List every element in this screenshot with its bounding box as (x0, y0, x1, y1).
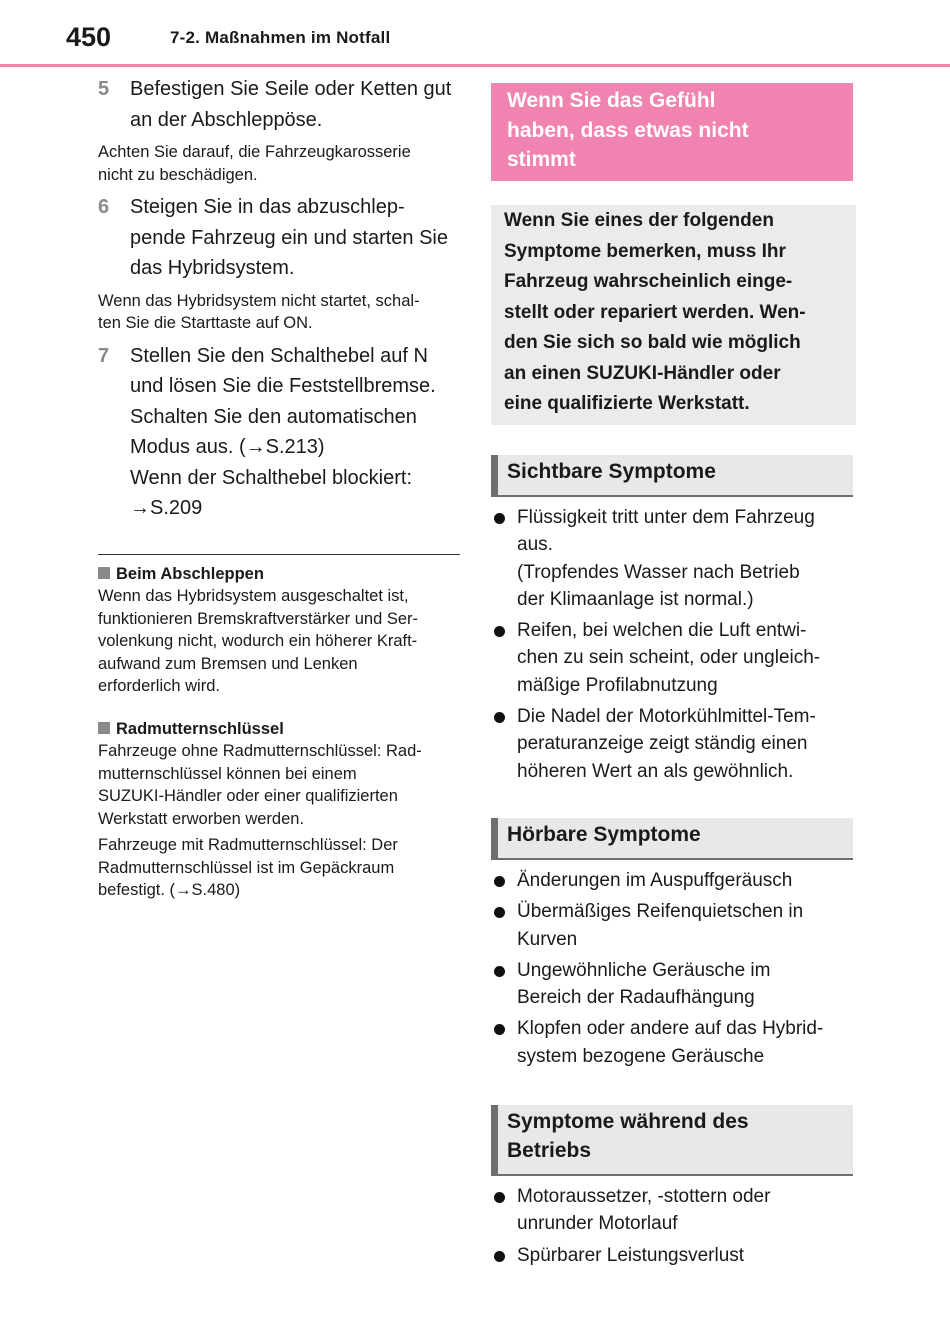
list-item: Ungewöhnliche Geräusche im Bereich der Radaufhängung (491, 957, 861, 1012)
subheading-text: Sichtbare Symptome (507, 460, 716, 483)
list-item: Änderungen im Auspuffgeräusch (491, 867, 861, 894)
subheading-text: Symptome während des (507, 1110, 749, 1133)
note-line: ten Sie die Starttaste auf ON. (98, 314, 313, 332)
info-heading (98, 563, 460, 586)
subheading-text: Betriebs (507, 1139, 592, 1162)
info-heading-text: Beim Abschleppen (116, 564, 264, 583)
para-line: aufwand zum Bremsen und Lenken (98, 654, 358, 673)
step-line: Wenn der Schalthebel blockiert: (130, 466, 413, 489)
step-line: Befestigen Sie Seile oder Ketten gut (130, 78, 452, 100)
subheading-text: Hörbare Symptome (507, 823, 701, 846)
title-line: haben, dass etwas nicht (507, 118, 749, 142)
list-item: Motoraussetzer, -stottern oder unrunder Motorlauf (491, 1183, 861, 1238)
topic-title (507, 86, 837, 175)
section-title: 7-2. Maßnahmen im Notfall (170, 28, 391, 47)
note (98, 141, 460, 186)
para-line: funktionieren Bremskraftverstärker und Ser- (98, 609, 419, 628)
square-bullet-icon (98, 567, 110, 579)
intro-line: eine qualifizierte Werkstatt. (504, 393, 750, 414)
bullet-icon (494, 712, 505, 723)
step-5 (98, 74, 460, 135)
para-line: Fahrzeuge ohne Radmutternschlüssel: Rad- (98, 742, 422, 760)
visible-symptoms-list (491, 504, 861, 789)
list-item: Übermäßiges Reifenquietschen in Kurven (491, 898, 861, 953)
bullet-icon (494, 966, 505, 977)
para-line: mutternschlüssel können bei einem (98, 764, 357, 783)
list-item: Spürbarer Leistungsverlust (491, 1242, 861, 1269)
intro-box (491, 205, 856, 425)
bullet-icon (494, 1192, 505, 1203)
step-line: Steigen Sie in das abzuschlep- (130, 196, 405, 218)
intro-text (504, 206, 844, 420)
topic-title-box (491, 83, 853, 181)
bullet-icon (494, 513, 505, 524)
para-line: Radmutternschlüssel ist im Gepäckraum (98, 858, 395, 877)
bullet-icon (494, 1251, 505, 1262)
step-7 (98, 341, 460, 524)
step-number: 5 (98, 78, 110, 100)
title-line: stimmt (507, 148, 576, 171)
page-reference[interactable]: Modus aus. (→S.213) (130, 436, 325, 458)
bullet-icon (494, 1024, 505, 1035)
para-line: erforderlich wird. (98, 677, 220, 695)
note-line: Wenn das Hybridsystem nicht startet, schal- (98, 291, 420, 310)
intro-line: stellt oder repariert werden. Wen- (504, 301, 806, 323)
info-paragraph (98, 834, 460, 902)
info-heading-text: Radmutternschlüssel (116, 719, 284, 738)
subheading-visible-symptoms (491, 455, 853, 497)
page-number: 450 (66, 22, 112, 52)
list-item: Die Nadel der Motorkühlmittel-Tem- peraturanzeige zeigt ständig einen höheren Wert an als gewöhnlich. (491, 703, 861, 785)
para-line: volenkung nicht, wodurch ein höherer Kraft- (98, 632, 418, 650)
info-paragraph (98, 740, 460, 830)
bullet-icon (494, 876, 505, 887)
list-item: Flüssigkeit tritt unter dem Fahrzeug aus. (Tropfendes Wasser nach Betrieb der Klimaanlage ist normal.) (491, 504, 861, 613)
note-line: Achten Sie darauf, die Fahrzeugkarosserie (98, 143, 411, 161)
intro-line: Fahrzeug wahrscheinlich einge- (504, 271, 793, 292)
title-line: Wenn Sie das Gefühl (507, 89, 716, 112)
page-reference[interactable]: befestigt. (→S.480) (98, 881, 241, 899)
list-item: Reifen, bei welchen die Luft entwi- chen zu sein scheint, oder ungleich- mäßige Profilabnutzung (491, 617, 861, 699)
info-heading (98, 718, 460, 741)
bullet-icon (494, 907, 505, 918)
page-reference[interactable]: →S.209 (130, 497, 203, 519)
para-line: Werkstatt erworben werden. (98, 809, 305, 828)
square-bullet-icon (98, 722, 110, 734)
step-line: das Hybridsystem. (130, 257, 295, 279)
subheading-audible-symptoms (491, 818, 853, 860)
bullet-icon (494, 626, 505, 637)
header-rule (0, 64, 950, 67)
note (98, 290, 460, 335)
note-line: nicht zu beschädigen. (98, 165, 258, 184)
subheading-operation-symptoms (491, 1105, 853, 1176)
list-item: Klopfen oder andere auf das Hybrid- system bezogene Geräusche (491, 1015, 861, 1070)
section-divider (98, 554, 460, 555)
left-column (98, 74, 460, 902)
intro-line: Wenn Sie eines der folgenden (504, 210, 774, 231)
operation-symptoms-list (491, 1183, 861, 1273)
step-number: 7 (98, 344, 110, 367)
step-line: und lösen Sie die Feststellbremse. (130, 375, 436, 397)
intro-line: an einen SUZUKI-Händler oder (504, 362, 781, 384)
step-line: pende Fahrzeug ein und starten Sie (130, 226, 448, 249)
step-line: Stellen Sie den Schalthebel auf N (130, 344, 428, 367)
intro-line: den Sie sich so bald wie möglich (504, 332, 801, 353)
step-6 (98, 192, 460, 284)
info-paragraph (98, 585, 460, 698)
audible-symptoms-list (491, 867, 861, 1074)
step-number: 6 (98, 196, 110, 218)
step-line: Schalten Sie den automatischen (130, 405, 417, 428)
intro-line: Symptome bemerken, muss Ihr (504, 240, 786, 262)
para-line: Wenn das Hybridsystem ausgeschaltet ist, (98, 587, 409, 605)
step-line: an der Abschleppöse. (130, 108, 323, 131)
page-header (0, 0, 950, 68)
para-line: Fahrzeuge mit Radmutternschlüssel: Der (98, 836, 398, 854)
para-line: SUZUKI-Händler oder einer qualifizierten (98, 787, 398, 805)
